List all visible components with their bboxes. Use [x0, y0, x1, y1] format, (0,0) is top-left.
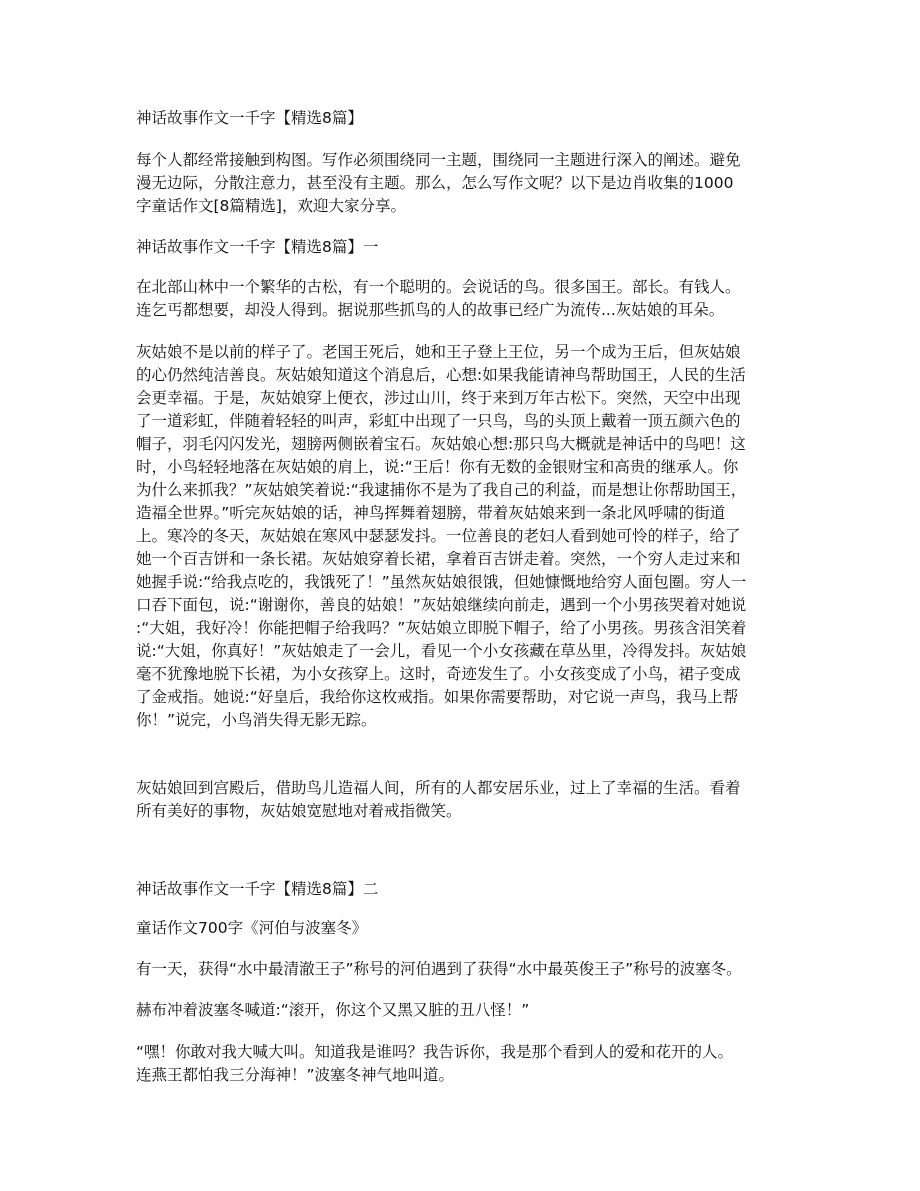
document-title: 神话故事作文一千字【精选8篇】: [136, 109, 363, 127]
section1-paragraph-3: 灰姑娘回到宫殿后，借助鸟儿造福人间，所有的人都安居乐业，过上了幸福的生活。看着 所有美好的事物，灰姑娘宽慰地对着戒指微笑。: [136, 779, 741, 820]
section2-subtitle: 童话作文700字《河伯与波塞冬》: [136, 919, 368, 937]
section1-paragraph-2: 灰姑娘不是以前的样子了。老国王死后，她和王子登上王位，另一个成为王后，但灰姑娘 的心仍然纯洁善良。灰姑娘知道这个消息后，心想:如果我能请神鸟帮助国王，人民的生活 会更幸福。于是，灰姑娘穿上便衣，涉过山川，终于来到万年古松下。突然，天空中出现 了一道彩虹，伴随着轻轻的叫声，彩虹中出现了一只鸟，鸟的头顶上戴着一顶五颜六色的 帽子，羽毛闪闪发光，翅膀两侧嵌着宝石。灰姑娘心想:那只鸟大概就是神话中的鸟吧！这 时，小鸟轻轻地落在灰姑娘的肩上，说:“王后！你有无数的金银财宝和高贵的继承人。你 为什么来抓我？”灰姑娘笑着说:“我逮捕你不是为了我自己的利益，而是想让你帮助国王， 造福全世界。”听完灰姑娘的话，神鸟挥舞着翅膀，带着灰姑娘来到一条北风呼啸的街道 上。寒冷的冬天，灰姑娘在寒风中瑟瑟发抖。一位善良的老妇人看到她可怜的样子，给了 她一个百吉饼和一条长裙。灰姑娘穿着长裙，拿着百吉饼走着。突然，一个穷人走过来和 她握手说:“给我点吃的，我饿死了！”虽然灰姑娘很饿，但她慷慨地给穷人面包圈。穷人一 口吞下面包，说:“谢谢你，善良的姑娘！”灰姑娘继续向前走，遇到一个小男孩哭着对她说 :“大姐，我好冷！你能把帽子给我吗？”灰姑娘立即脱下帽子，给了小男孩。男孩含泪笑着 说:“大姐，你真好！”灰姑娘走了一会儿，看见一个小女孩藏在草丛里，冷得发抖。灰姑娘 毫不犹豫地脱下长裙，为小女孩穿上。这时，奇迹发生了。小女孩变成了小鸟，裙子变成 了金戒指。她说:“好皇后，我给你这枚戒指。如果你需要帮助，对它说一声鸟，我马上帮 你！”说完，小鸟消失得无影无踪。: [136, 343, 747, 729]
section1-paragraph-1: 在北部山林中一个繁华的古松，有一个聪明的。会说话的鸟。很多国王。部长。有钱人。 连乞丐都想要，却没人得到。据说那些抓鸟的人的故事已经广为流传...灰姑娘的耳朵。: [136, 278, 741, 319]
section-heading-1: 神话故事作文一千字【精选8篇】一: [136, 238, 379, 256]
section2-paragraph-1: 有一天，获得“水中最清澈王子”称号的河伯遇到了获得“水中最英俊王子”称号的波塞冬。: [136, 960, 742, 978]
section-heading-2: 神话故事作文一千字【精选8篇】二: [136, 880, 379, 898]
section2-paragraph-2: 赫布冲着波塞冬喊道:“滚开，你这个又黑又脏的丑八怪！”: [136, 1001, 530, 1019]
section2-paragraph-3: “嘿！你敢对我大喊大叫。知道我是谁吗？我告诉你，我是那个看到人的爱和花开的人。 连燕王都怕我三分海神！”波塞冬神气地叫道。: [136, 1043, 734, 1084]
intro-paragraph: 每个人都经常接触到构图。写作必须围绕同一主题，围绕同一主题进行深入的阐述。避免 漫无边际，分散注意力，甚至没有主题。那么，怎么写作文呢？以下是边肖收集的1000 字童话作文[8篇精选]，欢迎大家分享。: [136, 151, 741, 215]
